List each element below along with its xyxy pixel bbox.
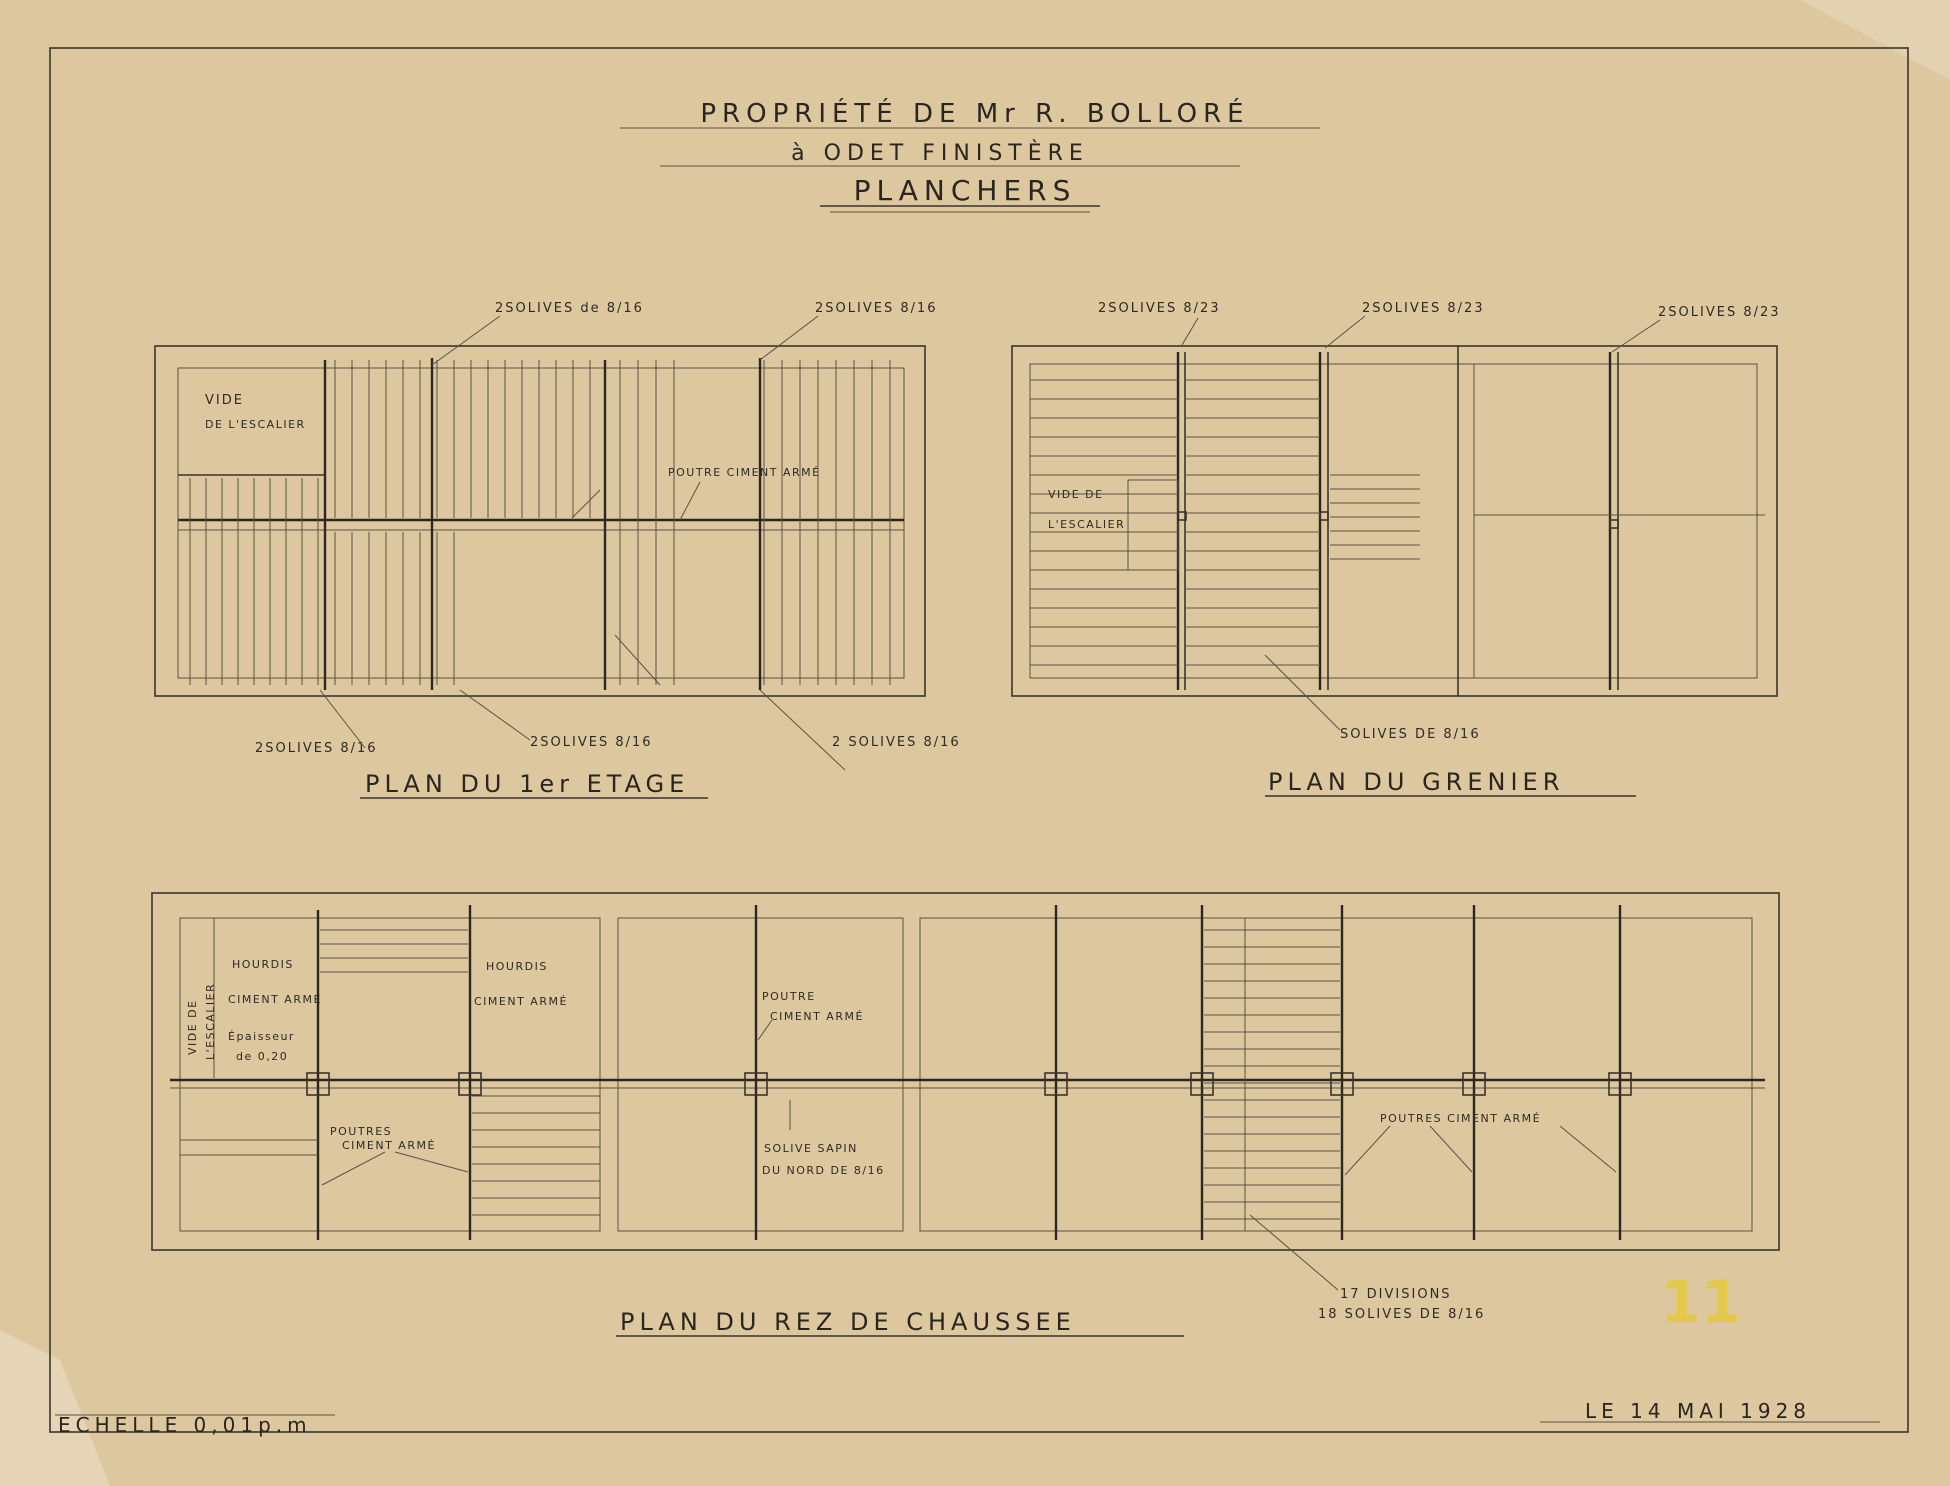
etage-label-solives-bot-3: 2 SOLIVES 8/16: [832, 735, 961, 750]
rez-label-vide: VIDE DE: [186, 999, 199, 1055]
rez-label-hourdis-1: HOURDIS: [232, 958, 294, 971]
rez-label-poutres: POUTRES: [330, 1125, 393, 1138]
rez-label-solives-18: 18 SOLIVES DE 8/16: [1318, 1307, 1486, 1322]
rez-label-ciment-4: CIMENT ARMÉ: [770, 1010, 864, 1023]
grenier-label-escalier: L'ESCALIER: [1048, 518, 1126, 531]
grenier-label-solives-bot: SOLIVES DE 8/16: [1340, 727, 1481, 742]
etage-label-solives-bot-1: 2SOLIVES 8/16: [255, 741, 378, 756]
rez-label-escalier: L'ESCALIER: [204, 982, 217, 1060]
etage-plan-title: PLAN DU 1er ETAGE: [365, 770, 690, 798]
title-line-3: PLANCHERS: [853, 174, 1077, 207]
rez-label-divisions: 17 DIVISIONS: [1340, 1287, 1452, 1302]
rez-label-ciment-1: CIMENT ARMÉ: [228, 993, 322, 1006]
etage-label-solives-top-2: 2SOLIVES 8/16: [815, 301, 938, 316]
sheet-number-stamp: 11: [1660, 1268, 1741, 1336]
rez-label-ciment-3: CIMENT ARMÉ: [342, 1139, 436, 1152]
rez-label-epaisseur: Épaisseur: [228, 1030, 295, 1043]
etage-label-escalier: DE L'ESCALIER: [205, 418, 306, 431]
rez-label-poutres-ca: POUTRES CIMENT ARMÉ: [1380, 1112, 1542, 1125]
scale-label: ECHELLE 0,01p.m: [58, 1413, 312, 1437]
rez-plan-title: PLAN DU REZ DE CHAUSSEE: [620, 1308, 1076, 1336]
grenier-label-solives-top-3: 2SOLIVES 8/23: [1658, 305, 1781, 320]
etage-label-solives-top-1: 2SOLIVES de 8/16: [495, 301, 644, 316]
rez-label-solive-sapin: SOLIVE SAPIN: [764, 1142, 858, 1155]
grenier-label-vide: VIDE DE: [1048, 488, 1104, 501]
title-line-2: à ODET FINISTÈRE: [791, 141, 1089, 166]
etage-label-poutre: POUTRE CIMENT ARMÉ: [668, 466, 821, 479]
title-line-1: PROPRIÉTÉ DE Mr R. BOLLORÉ: [700, 99, 1250, 129]
rez-label-poutre: POUTRE: [762, 990, 816, 1003]
rez-label-nord: DU NORD DE 8/16: [762, 1164, 885, 1177]
etage-label-vide: VIDE: [205, 393, 244, 408]
etage-label-solives-bot-2: 2SOLIVES 8/16: [530, 735, 653, 750]
grenier-label-solives-top-2: 2SOLIVES 8/23: [1362, 301, 1485, 316]
rez-label-hourdis-2: HOURDIS: [486, 960, 548, 973]
date-label: LE 14 MAI 1928: [1585, 1399, 1812, 1423]
grenier-label-solives-top-1: 2SOLIVES 8/23: [1098, 301, 1221, 316]
grenier-plan-title: PLAN DU GRENIER: [1268, 768, 1565, 796]
rez-label-epaisseur-val: de 0,20: [236, 1050, 289, 1063]
rez-label-ciment-2: CIMENT ARMÉ: [474, 995, 568, 1008]
